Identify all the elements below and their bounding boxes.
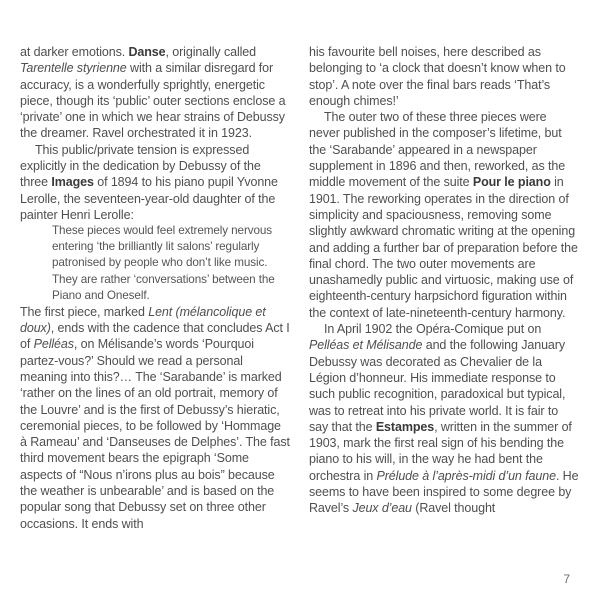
paragraph-bell-noises: his favourite bell noises, here described as belonging to ‘a clock that doesn’t know when to stop’. A note over the final bars reads ‘That’s enough chimes!’ xyxy=(309,45,566,108)
paragraph-images-dedication: This public/private tension is expressed explicitly in the dedication by Debussy of the three Images of 1894 to his piano pupil Yvonne Lerolle, the seventeen-year-old daughter of the painter Henri Lerolle: xyxy=(20,142,278,222)
page-number: 7 xyxy=(563,572,570,586)
paragraph-pour-le-piano: The outer two of these three pieces were never published in the composer’s lifetime, but the ‘Sarabande’ appeared in a newspaper supplement in 1896 and then, reworked, as the middle movement of the suite Pour le piano in 1901. The reworking operates in the direction of simplicity and spaciousness, removing some slightly awkward chromatic writing at the opening and adding a further bar of preparation before the final chord. The two outer movements are unashamedly public and virtuosic, making use of eighteenth-century harpsichord figuration within the context of late-nineteenth-century harmony. xyxy=(309,110,578,320)
right-column xyxy=(309,44,580,532)
paragraph-first-piece: The first piece, marked Lent (mélancolique et doux), ends with the cadence that concludes Act I of Pelléas, on Mélisande’s words ‘Pourquoi partez-vous?’ Should we read a personal meaning into this?… The ‘Sarabande’ is marked ‘rather on the lines of an old portrait, memory of the Louvre’ and is the first of Debussy’s hieratic, ceremonial pieces, to be followed by ‘Hommage à Rameau’ and ‘Danseuses de Delphes’. The fast third movement bears the epigraph ‘Some aspects of “Nous n’irons plus au bois” because the weather is unbearable’ and is based on the popular song that Debussy set on three other occasions. It ends with xyxy=(20,304,290,531)
paragraph-danse: at darker emotions. Danse, originally called Tarentelle styrienne with a similar disregard for accuracy, is a wonderfully sprightly, energetic piece, though its ‘public’ outer sections enclose a ‘private’ one in which we hear strains of Debussy the dreamer. Ravel orchestrated it in 1923. xyxy=(20,45,286,141)
left-column xyxy=(20,44,291,532)
paragraph-estampes: In April 1902 the Opéra-Comique put on Pelléas et Mélisande and the following January Debussy was decorated as Chevalier de la Légion d’honneur. His immediate response to such public recognition, paradoxical but typical, was to retreat into his private world. It is fair to say that the Estampes, written in the summer of 1903, mark the first real sign of his bending the piano to his will, in the way he had bent the orchestra in Prélude à l’après-midi d’un faune. He seems to have been inspired to some degree by Ravel’s Jeux d’eau (Ravel thought xyxy=(309,322,579,516)
block-quote-lerolle: These pieces would feel extremely nervous entering ‘the brilliantly lit salons’ regularly patronised by people who don’t like music. They are rather ‘conversations’ between the Piano and Oneself. xyxy=(52,224,275,302)
